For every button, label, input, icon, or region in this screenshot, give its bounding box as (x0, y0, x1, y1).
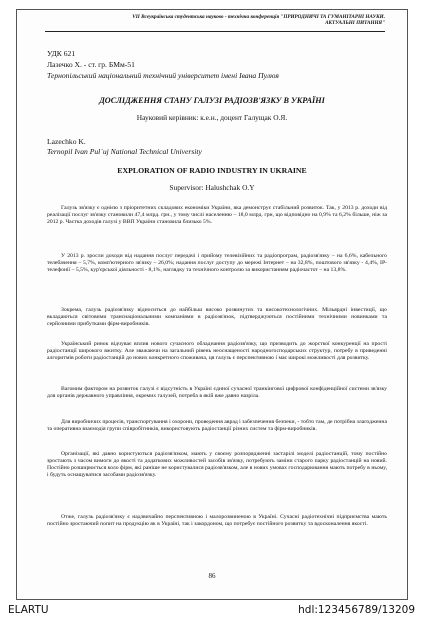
author-ua: Лазечко Х. - ст. гр. БМм-51 (47, 60, 135, 69)
conference-header-line1: VII Всеукраїнська студентська науково - технічна конференція "ПРИРОДНИЧІ ТА ГУМАНІТАРНІ НАУКИ. (132, 14, 385, 20)
document-page (16, 9, 408, 600)
author-en: Lazechko K. (47, 137, 86, 146)
page-number: 86 (208, 572, 216, 580)
supervisor-ua: Науковий керівник: к.е.н., доцент Галущак О.Я. (136, 113, 288, 122)
viewer-footer (0, 602, 424, 620)
article-title-en: EXPLORATION OF RADIO INDUSTRY IN UKRAINE (117, 166, 307, 175)
paragraph-5: Вагомим фактором на розвиток галузі є відсутність в Україні єдиної сучасної транкінгової цифрової конфіденційної системи зв'язку для органів державного управління, окремих галузей, потреба в якій вже давно назріла. (47, 386, 387, 400)
conference-header (17, 14, 407, 27)
paragraph-6: Для виробничих процесів, транспортування і охорони, проведення аврад і забезпечення безпеки, - тобто там, де потрібна злагодженна та оперативна взаємодія групи співробітників, використовують радіостанції різних систем та фірм-виробників. (47, 419, 387, 433)
header-divider (45, 31, 385, 32)
paragraph-4: Український ринок відчуває вплив нового сучасного обладнання радіозв'язку, що призводить до жорсткої конкуренції на простi радіостанції широкого вжитку. Але зважаючи на загальний рівень неоснащеності народногосподарських структур, потребу в приведенні алгоритмів роботи радіостанцій до нових конкретного споживача, ця галузь є перспективною і має широкі можливості для розвитку. (47, 341, 387, 362)
udc-code: УДК 621 (47, 49, 76, 58)
supervisor-en: Supervisor: Halushchak O.Y (169, 183, 255, 192)
paragraph-1: Галузь зв'язку є однією з пріоритетних складових економіки України, яка демонструє стабільний розвиток. Так, у 2013 р. доходи від реалізації послуг зв'язку становили 47,4 млрд. грн., у тому числі населенню – 18,0 млрд. грн, що відповідно на 0,9% та 6,2% більше, ніж за 2012 р. Частка доходів галузі у ВВП України становила близько 5%. (47, 205, 387, 226)
paragraph-7: Організації, які давно користуються радіозв'язком, мають у своєму розпорядженні застарілі моделі радіостанцій, тому постійно зростають з часом вимоги до якості та додаткових можливостей засобів зв'язку, потребують заміни старого парку радіостанцій на новий. Постійно розширюється коло фірм, які раніше не користувалися радіозв'язком, але в нових умовах господарювання мають потребу в ньому, і будуть оснащуватися засобами радіозв'язку. (47, 451, 387, 479)
article-title-ua: ДОСЛІДЖЕННЯ СТАНУ ГАЛУЗІ РАДІОЗВ'ЯЗКУ В УКРАЇНІ (99, 96, 325, 105)
affiliation-ua: Тернопільський національний технічний університет імені Івана Пулюя (47, 71, 279, 80)
paragraph-8: Отже, галузь радіозв'язку є надзвичайно перспективною і малорозвиненою в Україні. Сучасні радіотехнічні підприємства мають постійно зростаючий попит на продукцію як в Україні, так і закордоном, що потребує постійного розвитку та вдосконалення якості. (47, 514, 387, 528)
affiliation-en: Ternopil Ivan Pul`uj National Technical University (47, 147, 202, 156)
repository-label: ELARTU (8, 604, 49, 616)
handle-id: hdl:123456789/13209 (298, 604, 415, 616)
paragraph-2: У 2013 р. зросли доходи від надання послуг передачі і прийому телевізійних та радіопрограм, радіозв'язку – на 6,6%, кабельного телебачення – 5,7%, комп'ютерного зв'язку – 26,0%; надання послуг доступу до мережі Інтернет – на 32,8%, поштового зв'язку - 4,4%, IP-телефонії – 5,5%, кур'єрської діяльності - 8,1%, наглядку та технічного контролю за використанням радіочастот – на 13,8%. (47, 253, 387, 274)
paragraph-3: Зокрема, галузь радіозв'язку відноситься до найбільш високо розвинутих та високотехнологічних. Мільярдні інвестиції, що вкладаються світовими транснаціональними компаніями в радіозв'язок, підтверджуються постійними технічними новинками та серйозними прибутками фірм-виробників. (47, 307, 387, 328)
conference-header-line2: АКТУАЛЬНІ ПИТАННЯ" (325, 20, 385, 27)
